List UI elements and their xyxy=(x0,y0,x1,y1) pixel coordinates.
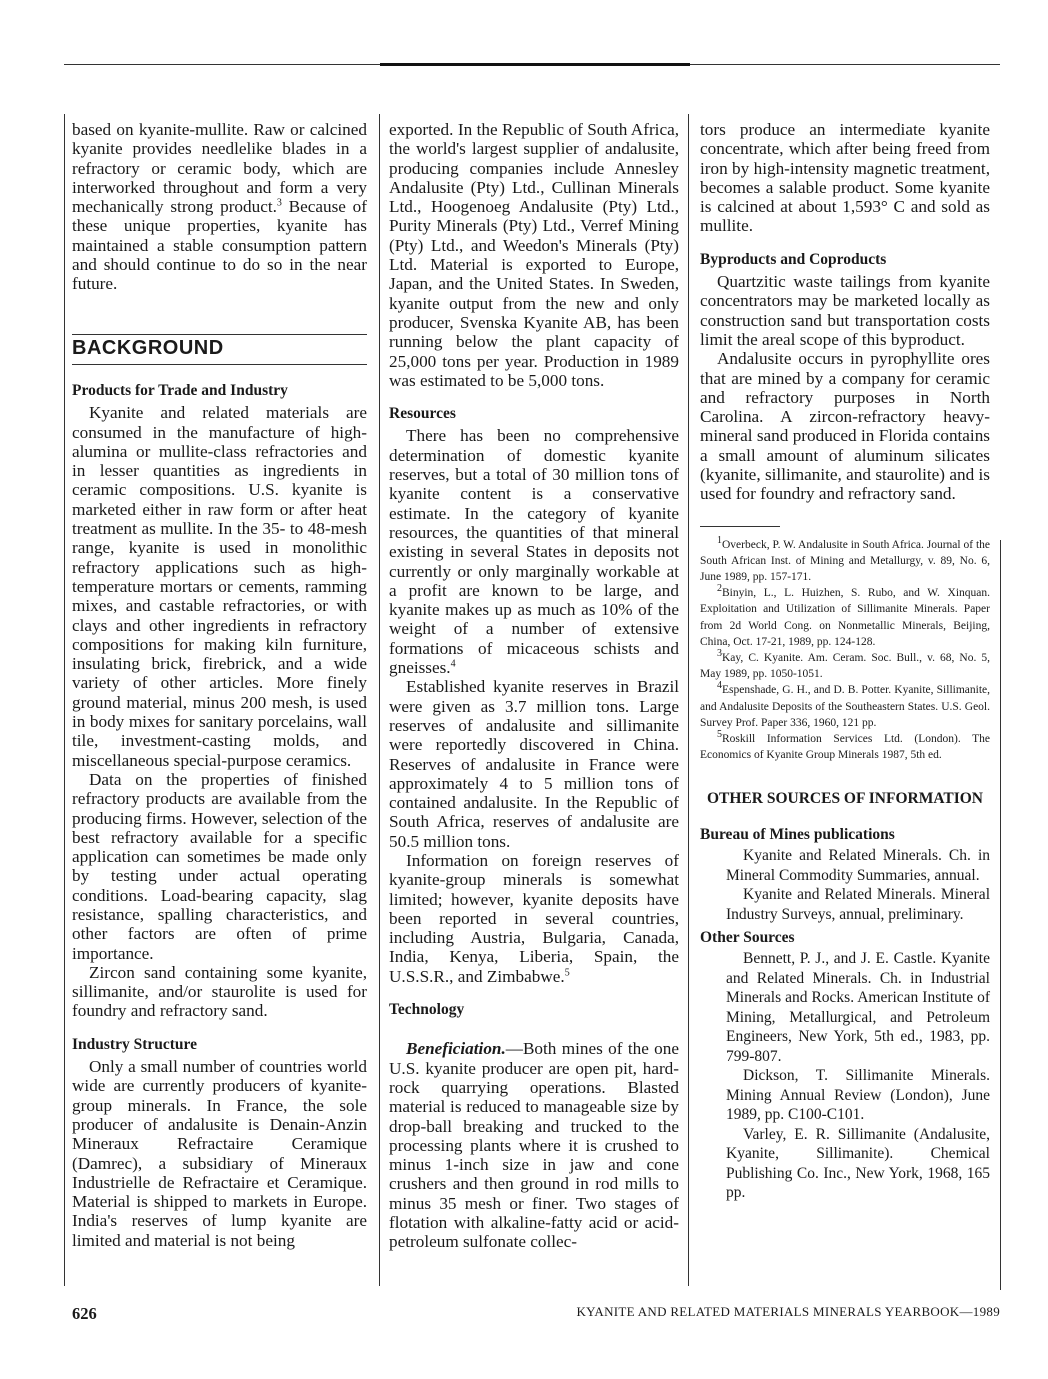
footnote: $^2$Binyin, L., L. Huizhen, S. Rubo, and W. Xinquan. Exploitation and Utilization of Sillimanite Minerals. Paper from 2d World Cong. on Nonmetallic Minerals, Beijing, China, Oct. 17-21, 1989, pp. 124-128. xyxy=(700,583,990,648)
paragraph-brazil: Established kyanite reserves in Brazil were given as 3.7 million tons. Large reserves of andalusite and sillimanite were reportedly discovered in China. Reserves of andalusite in France were approximately 4 to 5 million tons of contained andalusite. In the Republic of South Africa, reserves of andalusite are 50.5 million tons. xyxy=(389,677,679,851)
column-divider xyxy=(379,114,380,1286)
paragraph-exported: exported. In the Republic of South Africa, the world's largest supplier of andalusite, producing companies include Annesley Andalusite (Pty) Ltd., Cullinan Minerals Ltd., Hoogenoeg Andalusite (Pty) Ltd., Purity Minerals (Pty) Ltd., Verref Mining (Pty) Ltd., and Weedon's Minerals (Pty) Ltd. Material is exported to Europe, Japan, and the United States. In Sweden, kyanite output from the new and only producer, Svenska Kyanite AB, has been running below the plant capacity of 25,000 tons per year. Production in 1989 was estimated to be 5,000 tons. xyxy=(389,120,679,390)
column-divider xyxy=(64,114,65,1286)
paragraph-andalusite: Andalusite occurs in pyrophyllite ores that are mined by a company for ceramic and refractory purposes in North Carolina. A zircon-refractory heavy-mineral sand produced in Florida contains a small amount of aluminum silicates (kyanite, sillimanite, and staurolite) and is used for foundry and refractory sand. xyxy=(700,349,990,504)
paragraph-quartzitic: Quartzitic waste tailings from kyanite concentrators may be marketed locally as construction sand but transportation costs limit the areal scope of this byproduct. xyxy=(700,272,990,349)
footnotes xyxy=(700,534,990,764)
products-heading: Products for Trade and Industry xyxy=(72,381,288,399)
top-rule-accent xyxy=(380,63,690,66)
column-2 xyxy=(389,120,679,1252)
page-number: 626 xyxy=(72,1304,97,1323)
byproducts-heading: Byproducts and Coproducts xyxy=(700,250,887,268)
paragraph-foreign: Information on foreign reserves of kyanite-group minerals is somewhat limited; however, kyanite deposits have been reported in several countries, including Austria, Bulgaria, Canada, India, Kenya, Liberia, Spain, the U.S.S.R., and Zimbabwe.$^5$ xyxy=(389,850,679,986)
footnote: $^5$Roskill Information Services Ltd. (London). The Economics of Kyanite Group Minerals 1987, 5th ed. xyxy=(700,729,990,762)
reference-item: Varley, E. R. Sillimanite (Andalusite, Kyanite, Sillimanite). Chemical Publishing Co. Inc., New York, 1968, 165 pp. xyxy=(726,1125,990,1202)
reference-item: Kyanite and Related Minerals. Mineral Industry Surveys, annual, preliminary. xyxy=(726,886,990,923)
paragraph-data: Data on the properties of finished refractory products are available from the producing firms. However, selection of the best refractory available for a specific application can sometimes be made only by testing under actual operating conditions. Load-bearing capacity, slag resistance, spalling characteristics, and other factors are often of prime importance. xyxy=(72,769,367,963)
column-divider xyxy=(688,114,689,1286)
other-sources-subheading: Other Sources xyxy=(700,929,795,947)
footnote-rule xyxy=(700,526,780,537)
other-sources-heading: OTHER SOURCES OF INFORMATION xyxy=(706,790,983,808)
paragraph-zircon: Zircon sand containing some kyanite, sillimanite, and/or staurolite is used for foundry and refractory sand. xyxy=(72,962,367,1021)
column-3 xyxy=(700,120,990,1203)
paragraph-products: Kyanite and related materials are consumed in the manufacture of high-alumina or mullite-class refractories and in lesser quantities as ingredients in ceramic compositions. U.S. kyanite is marketed either in raw form or after heat treatment as mullite. In the 35- to 48-mesh range, kyanite is used in monolithic refractory applications such as high-temperature mortars or cements, ramming mixes, and castable refractories, or with clays and other ingredients in refractory compositions for making kiln furniture, insulating brick, firebrick, and a wide variety of other articles. More finely ground material, minus 200 mesh, is used in body mixes for sanitary porcelains, wall tile, investment-casting molds, and miscellaneous special-purpose ceramics. xyxy=(72,403,367,770)
column-1 xyxy=(72,120,367,1250)
reference-item: Dickson, T. Sillimanite Minerals. Mining Annual Review (London), June 1989, pp. C100-C101. xyxy=(726,1067,990,1124)
footnote: $^3$Kay, C. Kyanite. Am. Ceram. Soc. Bull., v. 68, No. 5, May 1989, pp. 1050-1051. xyxy=(700,648,990,681)
paragraph-intro: based on kyanite-mullite. Raw or calcined kyanite provides needlelike blades in a refractory or ceramic body, which are interworked throughout and form a very mechanically strong product.$^3$ Because of these unique properties, kyanite has maintained a stable consumption pattern and should continue to do so in the near future. xyxy=(72,120,367,294)
reference-item: Bennett, P. J., and J. E. Castle. Kyanite and Related Minerals. Ch. in Industrial Minerals and Rocks. American Institute of Mining, Metallurgical, and Petroleum Engineers, New York, 5th ed., 1983, pp. 799-807. xyxy=(726,950,990,1065)
paragraph-resources: There has been no comprehensive determination of domestic kyanite reserves, but a total of 30 million tons of kyanite content is a conservative estimate. In the category of kyanite resources, the quantities of that mineral existing in several States in deposits not currently or only marginally workable at a profit are known to be large, and kyanite makes up as much as 10% of the weight of a number of extensive formations of micaceous schists and gneisses.$^4$ xyxy=(389,426,679,678)
running-head: KYANITE AND RELATED MATERIALS MINERALS YEARBOOK—1989 xyxy=(576,1304,1000,1319)
industry-structure-heading: Industry Structure xyxy=(72,1035,198,1053)
column-divider xyxy=(1000,540,1001,1290)
paragraph-tors: tors produce an intermediate kyanite concentrate, which after being freed from iron by high-intensity magnetic treatment, becomes a salable product. Some kyanite is calcined at about 1,593° C and sold as mullite. xyxy=(700,120,990,236)
background-heading: BACKGROUND xyxy=(72,334,367,365)
technology-heading: Technology xyxy=(389,1001,465,1019)
footnote: $^1$Overbeck, P. W. Andalusite in South Africa. Journal of the South African Inst. of Mining and Metallurgy, v. 89, No. 6, June 1989, pp. 157-171. xyxy=(700,534,990,584)
reference-item: Kyanite and Related Minerals. Ch. in Mineral Commodity Summaries, annual. xyxy=(726,847,990,884)
resources-heading: Resources xyxy=(389,405,456,423)
paragraph-beneficiation: Beneficiation.—Both mines of the one U.S. kyanite producer are open pit, hard-rock quarrying operations. Blasted material is reduced to manageable size by drop-ball breaking and trucked to the processing plants where it is crushed to minus 1-inch size in jaw and cone crushers and then ground in rod mills to minus 35 mesh or finer. Two stages of flotation with alkaline-fatty acid or acid-petroleum sulfonate collec- xyxy=(389,1039,679,1252)
paragraph-industry: Only a small number of countries world wide are currently producers of kyanite-group minerals. In France, the sole producer of andalusite is Denain-Anzin Mineraux Refractaire Ceramique (Damrec), a subsidiary of Mineraux Industrielle de Refractaire et Ceramique. Material is shipped to markets in Europe. India's reserves of lump kyanite are limited and material is not being xyxy=(72,1057,367,1250)
footnote: $^4$Espenshade, G. H., and D. B. Potter. Kyanite, Sillimanite, and Andalusite Deposits of the Southeastern States. U.S. Geol. Survey Prof. Paper 336, 1960, 121 pp. xyxy=(700,680,990,729)
bureau-of-mines-heading: Bureau of Mines publications xyxy=(700,825,895,843)
